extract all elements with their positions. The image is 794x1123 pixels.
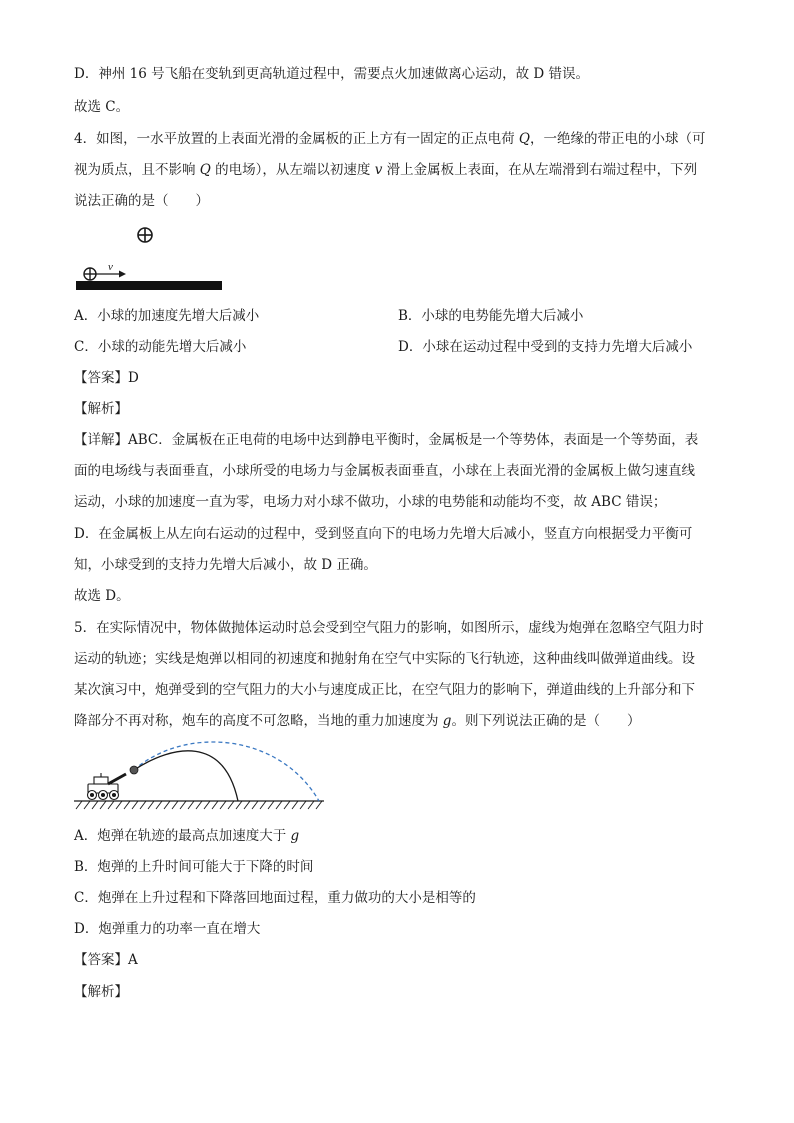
q5-figure bbox=[74, 744, 330, 814]
trajectory-ballistic bbox=[134, 751, 238, 801]
point-charge-q-icon bbox=[138, 228, 152, 242]
q4-detail-line-3: 运动，小球的加速度一直为零，电场力对小球不做功，小球的电势能和动能均不变，故 ABC 错误； bbox=[74, 494, 667, 510]
q4-answer: 【答案】D bbox=[74, 370, 139, 386]
q4-option-a: A．小球的加速度先增大后减小 bbox=[74, 308, 260, 324]
q4-figure bbox=[74, 222, 234, 294]
q5-option-d: D．炮弹重力的功率一直在增大 bbox=[74, 921, 261, 937]
cannon-cart-icon bbox=[88, 773, 127, 800]
q4-detail-line-4: D．在金属板上从左向右运动的过程中，受到竖直向下的电场力先增大后减小，竖直方向根据受力平衡可 bbox=[74, 526, 693, 542]
q4-detail-line-1: 【详解】ABC．金属板在正电荷的电场中达到静电平衡时，金属板是一个等势体，表面是一个等势面，表 bbox=[74, 432, 699, 448]
q4-stem-line-1: 4．如图，一水平放置的上表面光滑的金属板的正上方有一固定的正点电荷 Q，一绝缘的带正电的小球（可 bbox=[74, 131, 706, 147]
q5-stem-line-2: 运动的轨迹；实线是炮弹以相同的初速度和抛射角在空气中实际的飞行轨迹，这种曲线叫做弹道曲线。设 bbox=[74, 651, 695, 667]
ground-hatch bbox=[74, 801, 324, 809]
q4-option-d: D．小球在运动过程中受到的支持力先增大后减小 bbox=[398, 339, 693, 355]
prev-choose-text: 故选 C。 bbox=[74, 99, 130, 115]
prev-option-d-text: D．神州 16 号飞船在变轨到更高轨道过程中，需要点火加速做离心运动，故 D 错误。 bbox=[74, 66, 589, 82]
q4-detail-line-2: 面的电场线与表面垂直，小球所受的电场力与金属板表面垂直，小球在上表面光滑的金属板上做匀速直线 bbox=[74, 463, 695, 479]
q4-option-b: B．小球的电势能先增大后减小 bbox=[398, 308, 584, 324]
q4-choose-text: 故选 D。 bbox=[74, 588, 130, 604]
q5-option-b: B．炮弹的上升时间可能大于下降的时间 bbox=[74, 859, 314, 875]
metal-plate bbox=[76, 281, 222, 290]
q4-option-c: C．小球的动能先增大后减小 bbox=[74, 339, 247, 355]
q5-option-c: C．炮弹在上升过程和下降落回地面过程，重力做功的大小是相等的 bbox=[74, 890, 476, 906]
q5-answer: 【答案】A bbox=[74, 952, 138, 968]
q4-detail-line-5: 知，小球受到的支持力先增大后减小，故 D 正确。 bbox=[74, 557, 377, 573]
cannonball-icon bbox=[130, 766, 138, 774]
q5-stem-line-4: 降部分不再对称，炮车的高度不可忽略，当地的重力加速度为 g。则下列说法正确的是（ ） bbox=[74, 713, 641, 729]
q4-analysis-heading: 【解析】 bbox=[74, 401, 128, 417]
q4-stem-line-3: 说法正确的是（ ） bbox=[74, 193, 209, 209]
q5-stem-line-3: 某次演习中，炮弹受到的空气阻力的大小与速度成正比，在空气阻力的影响下，弹道曲线的上升部分和下 bbox=[74, 682, 695, 698]
q5-stem-line-1: 5．在实际情况中，物体做抛体运动时总会受到空气阻力的影响，如图所示，虚线为炮弹在忽略空气阻力时 bbox=[74, 620, 704, 636]
q4-stem-line-2: 视为质点，且不影响 Q 的电场），从左端以初速度 v 滑上金属板上表面，在从左端滑到右端过程中，下列 bbox=[74, 162, 698, 178]
charged-ball-icon bbox=[84, 268, 96, 280]
q5-analysis-heading: 【解析】 bbox=[74, 984, 128, 1000]
velocity-label: v bbox=[108, 261, 113, 273]
q5-option-a: A．炮弹在轨迹的最高点加速度大于 g bbox=[74, 828, 300, 844]
